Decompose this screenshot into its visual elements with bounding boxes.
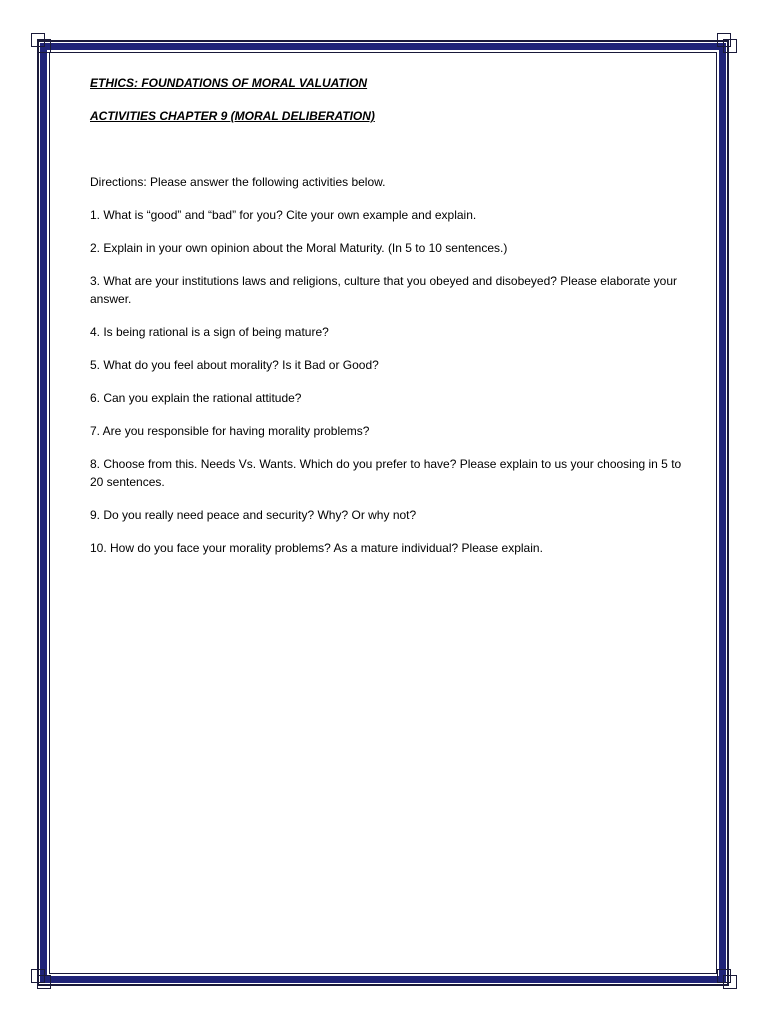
directions-text: Directions: Please answer the following activities below. bbox=[90, 175, 386, 189]
document-title: ETHICS: FOUNDATIONS OF MORAL VALUATION bbox=[90, 76, 368, 90]
question-8: 8. Choose from this. Needs Vs. Wants. Which do you prefer to have? Please explain to us your choosing in 5 to 20 sentences. bbox=[90, 457, 682, 489]
question-2: 2. Explain in your own opinion about the Moral Maturity. (In 5 to 10 sentences.) bbox=[90, 241, 508, 255]
document-subtitle: ACTIVITIES CHAPTER 9 (MORAL DELIBERATION) bbox=[90, 109, 375, 123]
question-9: 9. Do you really need peace and security? Why? Or why not? bbox=[90, 508, 417, 522]
question-4: 4. Is being rational is a sign of being mature? bbox=[90, 325, 329, 339]
question-6: 6. Can you explain the rational attitude? bbox=[90, 391, 302, 405]
question-7: 7. Are you responsible for having morality problems? bbox=[90, 424, 370, 438]
question-3: 3. What are your institutions laws and religions, culture that you obeyed and disobeyed? Please elaborate your answer. bbox=[90, 274, 678, 306]
corner-ornament-bottom-right bbox=[717, 969, 737, 989]
corner-ornament-bottom-left bbox=[31, 969, 51, 989]
corner-ornament-top-left bbox=[31, 33, 51, 53]
document-content bbox=[90, 74, 690, 557]
question-1: 1. What is “good” and “bad” for you? Cite your own example and explain. bbox=[90, 208, 477, 222]
corner-ornament-top-right bbox=[717, 33, 737, 53]
question-10: 10. How do you face your morality problems? As a mature individual? Please explain. bbox=[90, 541, 543, 555]
question-5: 5. What do you feel about morality? Is it Bad or Good? bbox=[90, 358, 379, 372]
